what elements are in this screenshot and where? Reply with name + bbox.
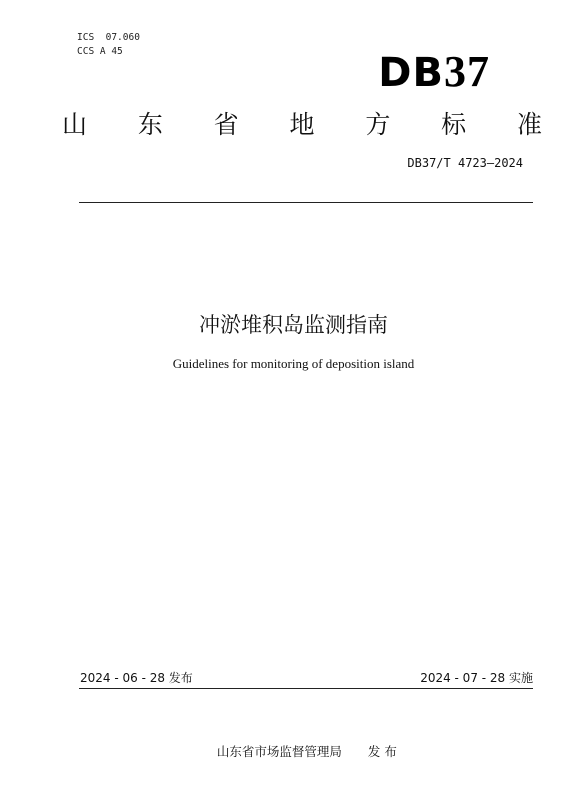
publisher-name: 山东省市场监督管理局 — [216, 744, 342, 759]
province-code-digits: 37 — [444, 47, 490, 96]
standard-type-char: 省 — [213, 110, 239, 139]
header-divider — [79, 202, 533, 203]
standard-type-char: 地 — [289, 110, 315, 139]
implementation-date: 2024 - 07 - 28 实施 — [420, 671, 533, 685]
standard-type-char: 方 — [365, 110, 391, 139]
db37-logo-mark — [378, 47, 490, 96]
standard-type-char: 准 — [516, 110, 542, 139]
ics-code: ICS 07.060 — [77, 32, 140, 43]
footer-divider — [79, 688, 533, 689]
publisher-line — [201, 728, 397, 776]
publish-action: 发 布 — [367, 744, 397, 759]
standard-number: DB37/T 4723—2024 — [407, 156, 523, 170]
issue-date: 2024 - 06 - 28 发布 — [80, 671, 193, 685]
ccs-code: CCS A 45 — [77, 46, 123, 57]
standard-type-char: 东 — [137, 110, 163, 139]
standard-type-char: 山 — [62, 110, 88, 139]
db-letters: DB — [378, 50, 444, 96]
standard-type-heading — [62, 108, 542, 142]
standard-type-char: 标 — [441, 110, 467, 139]
classification-codes — [77, 31, 140, 59]
document-title-english: Guidelines for monitoring of deposition island — [172, 356, 415, 371]
document-title-chinese: 冲淤堆积岛监测指南 — [199, 313, 388, 337]
